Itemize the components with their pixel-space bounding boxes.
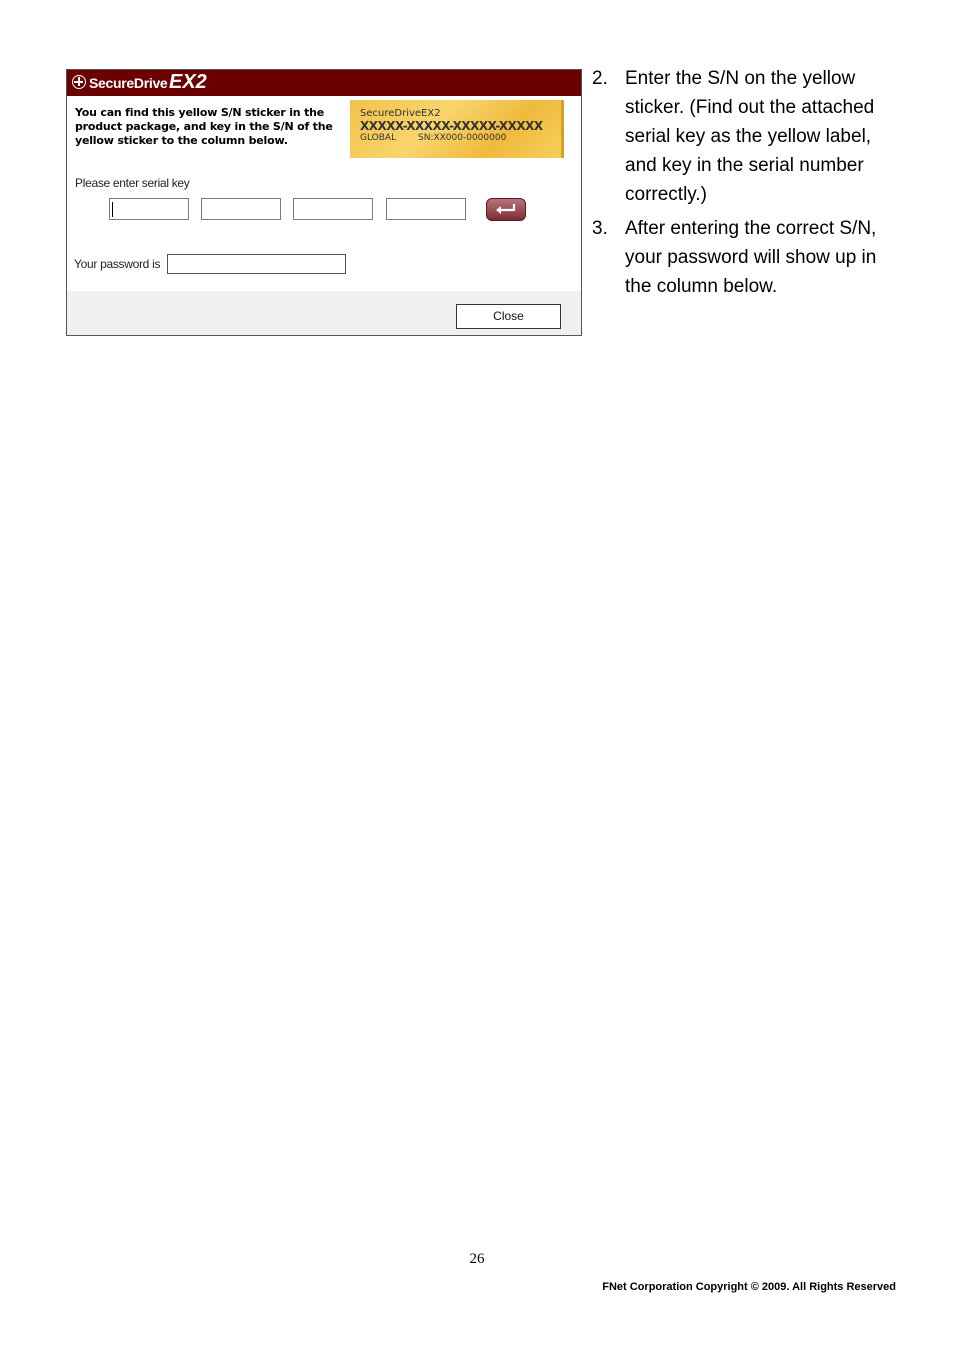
app-name: SecureDrive xyxy=(89,75,168,91)
serial-key-field-2[interactable] xyxy=(201,198,281,220)
sticker-product-name: SecureDriveEX2 xyxy=(360,108,441,119)
dialog-footer xyxy=(67,291,581,335)
step-number: 2. xyxy=(592,68,608,89)
step-text: After entering the correct S/N, your password will show up in the column below. xyxy=(625,218,877,297)
enter-arrow-icon xyxy=(495,203,517,216)
password-label: Your password is xyxy=(74,257,161,271)
serial-key-label: Please enter serial key xyxy=(75,176,190,190)
step-number: 3. xyxy=(592,218,608,239)
sticker-region: GLOBAL xyxy=(360,133,397,143)
securedrive-logo-icon xyxy=(72,75,86,89)
close-button[interactable]: Close xyxy=(456,304,561,329)
text-cursor xyxy=(112,202,113,217)
serial-key-field-4[interactable] xyxy=(386,198,466,220)
submit-serial-button[interactable] xyxy=(486,198,526,221)
step-text: Enter the S/N on the yellow sticker. (Find out the attached serial key as the yellow label, and key in the serial number correctly.) xyxy=(625,68,875,205)
copyright-notice: FNet Corporation Copyright © 2009. All Rights Reserved xyxy=(602,1281,896,1293)
dialog-instructions: You can find this yellow S/N sticker in the product package, and key in the S/N of the yellow sticker to the column below. xyxy=(75,106,333,147)
serial-key-field-3[interactable] xyxy=(293,198,373,220)
dialog-titlebar xyxy=(67,70,581,96)
serial-sticker-image xyxy=(350,100,564,158)
sticker-sn: SN:XX000-0000000 xyxy=(418,133,507,143)
page-number: 26 xyxy=(469,1251,485,1267)
password-output-field xyxy=(167,254,346,274)
serial-key-field-1[interactable] xyxy=(109,198,189,220)
serial-key-dialog xyxy=(66,69,582,336)
sticker-serial: XXXXX-XXXXX-XXXXX-XXXXX xyxy=(360,119,543,133)
app-suffix: EX2 xyxy=(169,71,207,93)
